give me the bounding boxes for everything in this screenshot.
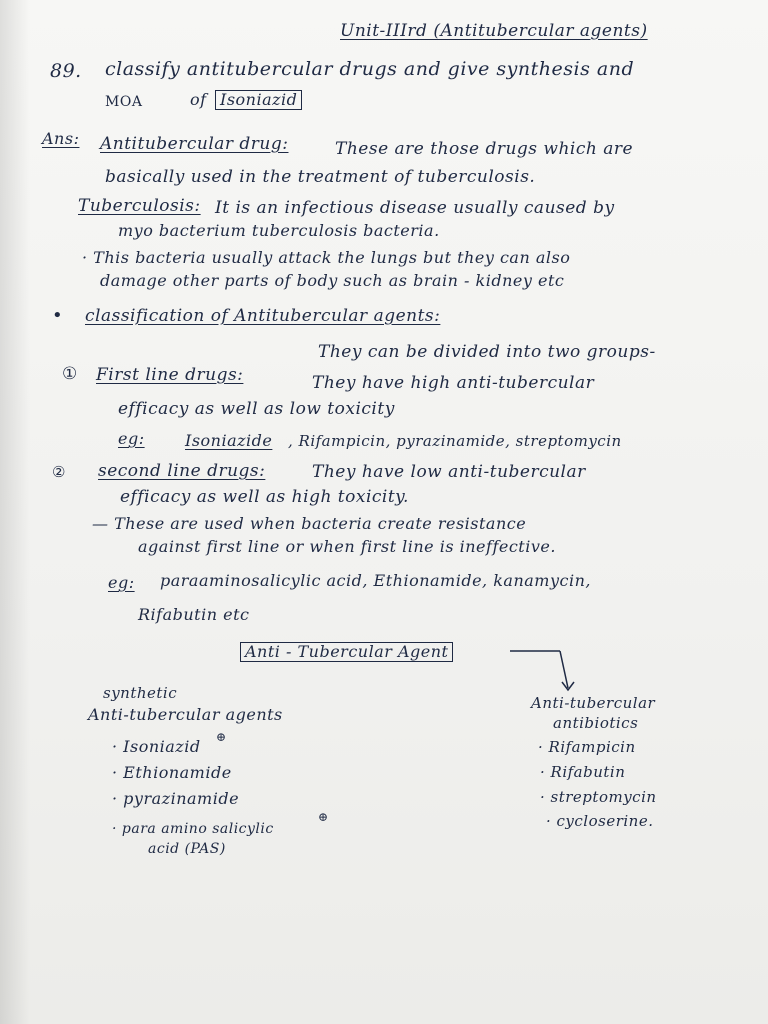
tree-left-item-4: · para amino salicylic bbox=[112, 821, 274, 837]
tree-right-stem bbox=[560, 651, 568, 688]
second-line-marker: ② bbox=[52, 463, 66, 481]
first-line-marker: ① bbox=[62, 364, 78, 384]
definition-heading: Antitubercular drug: bbox=[100, 134, 289, 154]
definition-line-1: These are those drugs which are bbox=[335, 139, 634, 159]
tb-line-1: It is an infectious disease usually caused by bbox=[215, 198, 615, 218]
tree-right-item-3: · streptomycin bbox=[540, 788, 657, 806]
tb-heading: Tuberculosis: bbox=[78, 196, 201, 216]
tree-left-item-2: · Ethionamide bbox=[112, 763, 232, 782]
question-line-1: classify antitubercular drugs and give synthesis and bbox=[105, 58, 635, 80]
tree-left-title-1: synthetic bbox=[103, 684, 178, 702]
second-line-note-1: — These are used when bacteria create resistance bbox=[92, 514, 527, 533]
second-line-examples-1: paraaminosalicylic acid, Ethionamide, kanamycin, bbox=[160, 571, 591, 590]
second-line-text-1: They have low anti-tubercular bbox=[312, 462, 586, 482]
answer-label: Ans: bbox=[42, 129, 80, 148]
question-of: of bbox=[190, 90, 207, 109]
bacteria-line-1: · This bacteria usually attack the lungs but they can also bbox=[82, 248, 571, 267]
definition-line-2: basically used in the treatment of tuberculosis. bbox=[105, 167, 536, 187]
first-line-text-1: They have high anti-tubercular bbox=[312, 373, 595, 393]
tree-right-item-1: · Rifampicin bbox=[538, 738, 636, 756]
tree-right-title-2: antibiotics bbox=[553, 714, 639, 732]
second-line-heading: second line drugs: bbox=[98, 461, 266, 481]
first-line-example-isoniazide: Isoniazide bbox=[185, 431, 273, 450]
groups-line: They can be divided into two groups- bbox=[318, 342, 656, 362]
second-line-note-2: against first line or when first line is ineffective. bbox=[138, 537, 556, 556]
second-line-text-2: efficacy as well as high toxicity. bbox=[120, 487, 409, 507]
first-line-heading: First line drugs: bbox=[96, 365, 244, 385]
second-line-examples-2: Rifabutin etc bbox=[138, 605, 250, 624]
tree-root: Anti - Tubercular Agent bbox=[240, 642, 453, 662]
question-number: 89. bbox=[50, 60, 82, 82]
question-drug: Isoniazid bbox=[215, 90, 302, 110]
first-line-eg: eg: bbox=[118, 429, 145, 448]
classification-bullet: • bbox=[52, 305, 64, 326]
second-line-eg: eg: bbox=[108, 573, 135, 592]
unit-title: Unit-IIIrd (Antitubercular agents) bbox=[340, 21, 648, 41]
classification-heading: classification of Antitubercular agents: bbox=[85, 306, 441, 326]
question-moa: MOA bbox=[105, 94, 143, 110]
tree-right-item-2: · Rifabutin bbox=[540, 763, 626, 781]
tree-left-title-2: Anti-tubercular agents bbox=[88, 705, 283, 724]
tree-right-title-1: Anti-tubercular bbox=[531, 694, 656, 712]
tb-line-2: myo bacterium tuberculosis bacteria. bbox=[118, 221, 440, 240]
tree-left-item-4b: acid (PAS) bbox=[148, 841, 226, 857]
first-line-text-2: efficacy as well as low toxicity bbox=[118, 399, 395, 419]
tree-left-item-3: · pyrazinamide bbox=[112, 789, 240, 808]
important-star-icon: ⊕ bbox=[216, 730, 227, 744]
tree-left-item-1: · Isoniazid bbox=[112, 737, 201, 756]
bacteria-line-2: damage other parts of body such as brain - kidney etc bbox=[100, 271, 565, 290]
first-line-examples: , Rifampicin, pyrazinamide, streptomycin bbox=[288, 432, 622, 450]
important-star-icon: ⊕ bbox=[318, 810, 329, 824]
tree-right-item-4: · cycloserine. bbox=[546, 812, 654, 830]
